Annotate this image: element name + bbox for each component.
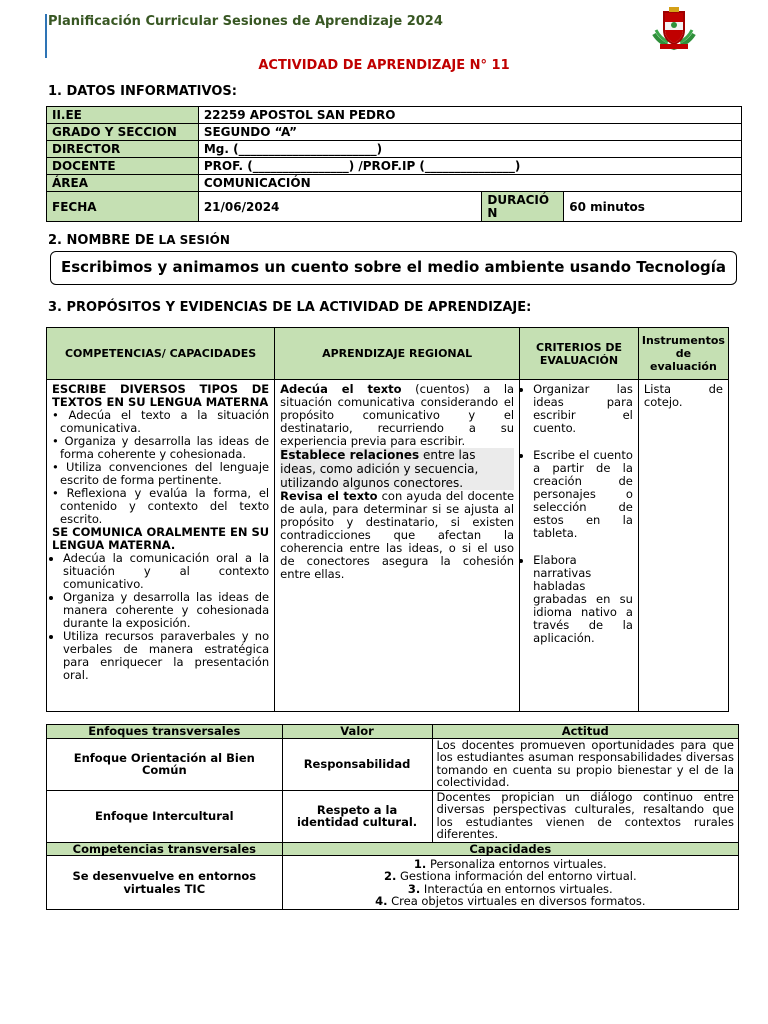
table-row: [47, 175, 742, 192]
table-row: [47, 328, 729, 380]
section-2-title: [48, 233, 230, 248]
activity-title: ACTIVIDAD DE APRENDIZAJE N° 11: [258, 58, 510, 73]
table-row: [47, 192, 742, 222]
capacidades-cell: [282, 856, 738, 910]
table-row: [47, 158, 742, 175]
aprendizaje-item-adecua: Adecúa el texto (cuentos) a la situación comunicativa considerando el propósito comunicativo y el destinatario, recurriendo a su experiencia previa para escribir.: [280, 382, 515, 448]
list-item: • Reflexiona y evalúa la forma, el contenido y contexto del texto escrito.: [52, 486, 270, 526]
director-value: Mg. (_______________________): [198, 141, 741, 158]
instrumento-cell: Lista de cotejo.: [638, 380, 728, 712]
aprendizaje-item-revisa: Revisa el texto con ayuda del docente de aula, para determinar si se ajusta al propósito y destinatario, si existen contradicciones que afectan la coherencia entre las ideas, o si el uso de conectores asegura la cohesión entre ellas.: [280, 489, 515, 581]
session-name: Escribimos y animamos un cuento sobre el medio ambiente usando Tecnología: [60, 258, 727, 276]
duracion-value: 60 minutos: [564, 192, 742, 222]
list-item: • Adecúa la comunicación oral a la situación y al contexto comunicativo.: [63, 552, 269, 591]
competencia-oral-list: [52, 552, 269, 682]
header-aprendizaje: APRENDIZAJE REGIONAL: [275, 328, 520, 380]
header-competencias-transversales: Competencias transversales: [47, 842, 283, 856]
table-row: [47, 738, 739, 790]
table-row: [47, 842, 739, 856]
aprendizaje-item-establece: Establece relaciones entre las ideas, como adición y secuencia, utilizando algunos conectores.: [280, 448, 514, 490]
competencia-oral-title: SE COMUNICA ORALMENTE EN SU LENGUA MATERNA.: [52, 525, 270, 552]
enfoque-bien-comun: Enfoque Orientación al Bien Común: [47, 738, 283, 790]
list-item: • Organiza y desarrolla las ideas de manera coherente y cohesionada durante la exposición.: [63, 591, 269, 630]
table-row: [47, 856, 739, 910]
list-item: • Utiliza recursos paraverbales y no verbales de manera estratégica para enriquecer la presentación oral.: [63, 630, 269, 682]
grado-value: SEGUNDO “A”: [198, 124, 741, 141]
director-label: DIRECTOR: [47, 141, 199, 158]
propositos-table: [46, 327, 729, 712]
header-valor: Valor: [282, 725, 432, 739]
competencia-tic: Se desenvuelve en entornos virtuales TIC: [47, 856, 283, 910]
area-label: ÁREA: [47, 175, 199, 192]
header-instrumentos: Instrumentos de evaluación: [638, 328, 728, 380]
session-name-box: [50, 251, 737, 285]
datos-informativos-table: [46, 106, 742, 222]
section-1-title: 1. DATOS INFORMATIVOS:: [48, 84, 237, 99]
iiee-label: II.EE: [47, 107, 199, 124]
table-row: [47, 124, 742, 141]
list-item: 1. Personaliza entornos virtuales.: [413, 856, 607, 871]
enfoque-intercultural: Enfoque Intercultural: [47, 790, 283, 842]
header-accent-bar: [45, 14, 47, 58]
list-item: 4. Crea objetos virtuales en diversos formatos.: [375, 894, 646, 908]
table-row: [47, 107, 742, 124]
header-enfoques: Enfoques transversales: [47, 725, 283, 739]
list-item: 2. Gestiona información del entorno virtual.: [383, 869, 637, 883]
table-row: [47, 141, 742, 158]
table-row: [47, 790, 739, 842]
enfoques-table: [46, 724, 739, 910]
table-row: [47, 725, 739, 739]
iiee-value: 22259 APOSTOL SAN PEDRO: [198, 107, 741, 124]
list-item: • Escribe el cuento a partir de la creación de personajes o selección de estos en la tableta.: [533, 449, 633, 540]
grado-label: GRADO Y SECCION: [47, 124, 199, 141]
list-item: • Elabora narrativas habladas grabadas en su idioma nativo a través de la aplicación.: [533, 554, 633, 645]
header-actitud: Actitud: [432, 725, 738, 739]
section-2-title-a: 2. NOMBRE DE: [48, 233, 155, 248]
duracion-label: DURACIÓN: [482, 192, 564, 222]
header-competencias: COMPETENCIAS/ CAPACIDADES: [47, 328, 275, 380]
fecha-label: FECHA: [47, 192, 199, 222]
actitud-bien-comun: Los docentes promueven oportunidades para que los estudiantes asuman responsabilidades diversas tomando en cuenta su propio bienestar y el de la colectividad.: [432, 738, 738, 790]
fecha-value: 21/06/2024: [198, 192, 482, 222]
section-2-title-b: LA SESIÓN: [154, 233, 230, 247]
header-capacidades: Capacidades: [282, 842, 738, 856]
criterios-cell: [520, 380, 639, 712]
area-value: COMUNICACIÓN: [198, 175, 741, 192]
competencias-cell: [47, 380, 275, 712]
docente-label: DOCENTE: [47, 158, 199, 175]
header-criterios: CRITERIOS DE EVALUACIÓN: [520, 328, 639, 380]
list-item: 3. Interactúa en entornos virtuales.: [407, 881, 613, 896]
list-item: • Organizar las ideas para escribir el cuento.: [533, 383, 633, 435]
criterios-list: [522, 383, 633, 645]
list-item: • Organiza y desarrolla las ideas de forma coherente y cohesionada.: [52, 434, 270, 461]
aprendizaje-cell: [275, 380, 520, 712]
school-crest-icon: [650, 4, 698, 52]
table-row: [47, 380, 729, 712]
actitud-intercultural: Docentes propician un diálogo continuo entre diversas perspectivas culturales, resaltando que los estudiantes vienen de contextos rurales diferentes.: [432, 790, 738, 842]
valor-respeto: Respeto a la identidad cultural.: [282, 790, 432, 842]
docente-value: PROF. (________________) /PROF.IP (_______________): [198, 158, 741, 175]
list-item: • Adecúa el texto a la situación comunicativa.: [52, 408, 270, 435]
valor-responsabilidad: Responsabilidad: [282, 738, 432, 790]
section-3-title: 3. PROPÓSITOS Y EVIDENCIAS DE LA ACTIVIDAD DE APRENDIZAJE:: [48, 300, 532, 315]
list-item: • Utiliza convenciones del lenguaje escrito de forma pertinente.: [52, 460, 270, 487]
competencia-escribe-title: ESCRIBE DIVERSOS TIPOS DE TEXTOS EN SU LENGUA MATERNA: [52, 382, 270, 409]
header-title: Planificación Curricular Sesiones de Aprendizaje 2024: [48, 14, 443, 29]
